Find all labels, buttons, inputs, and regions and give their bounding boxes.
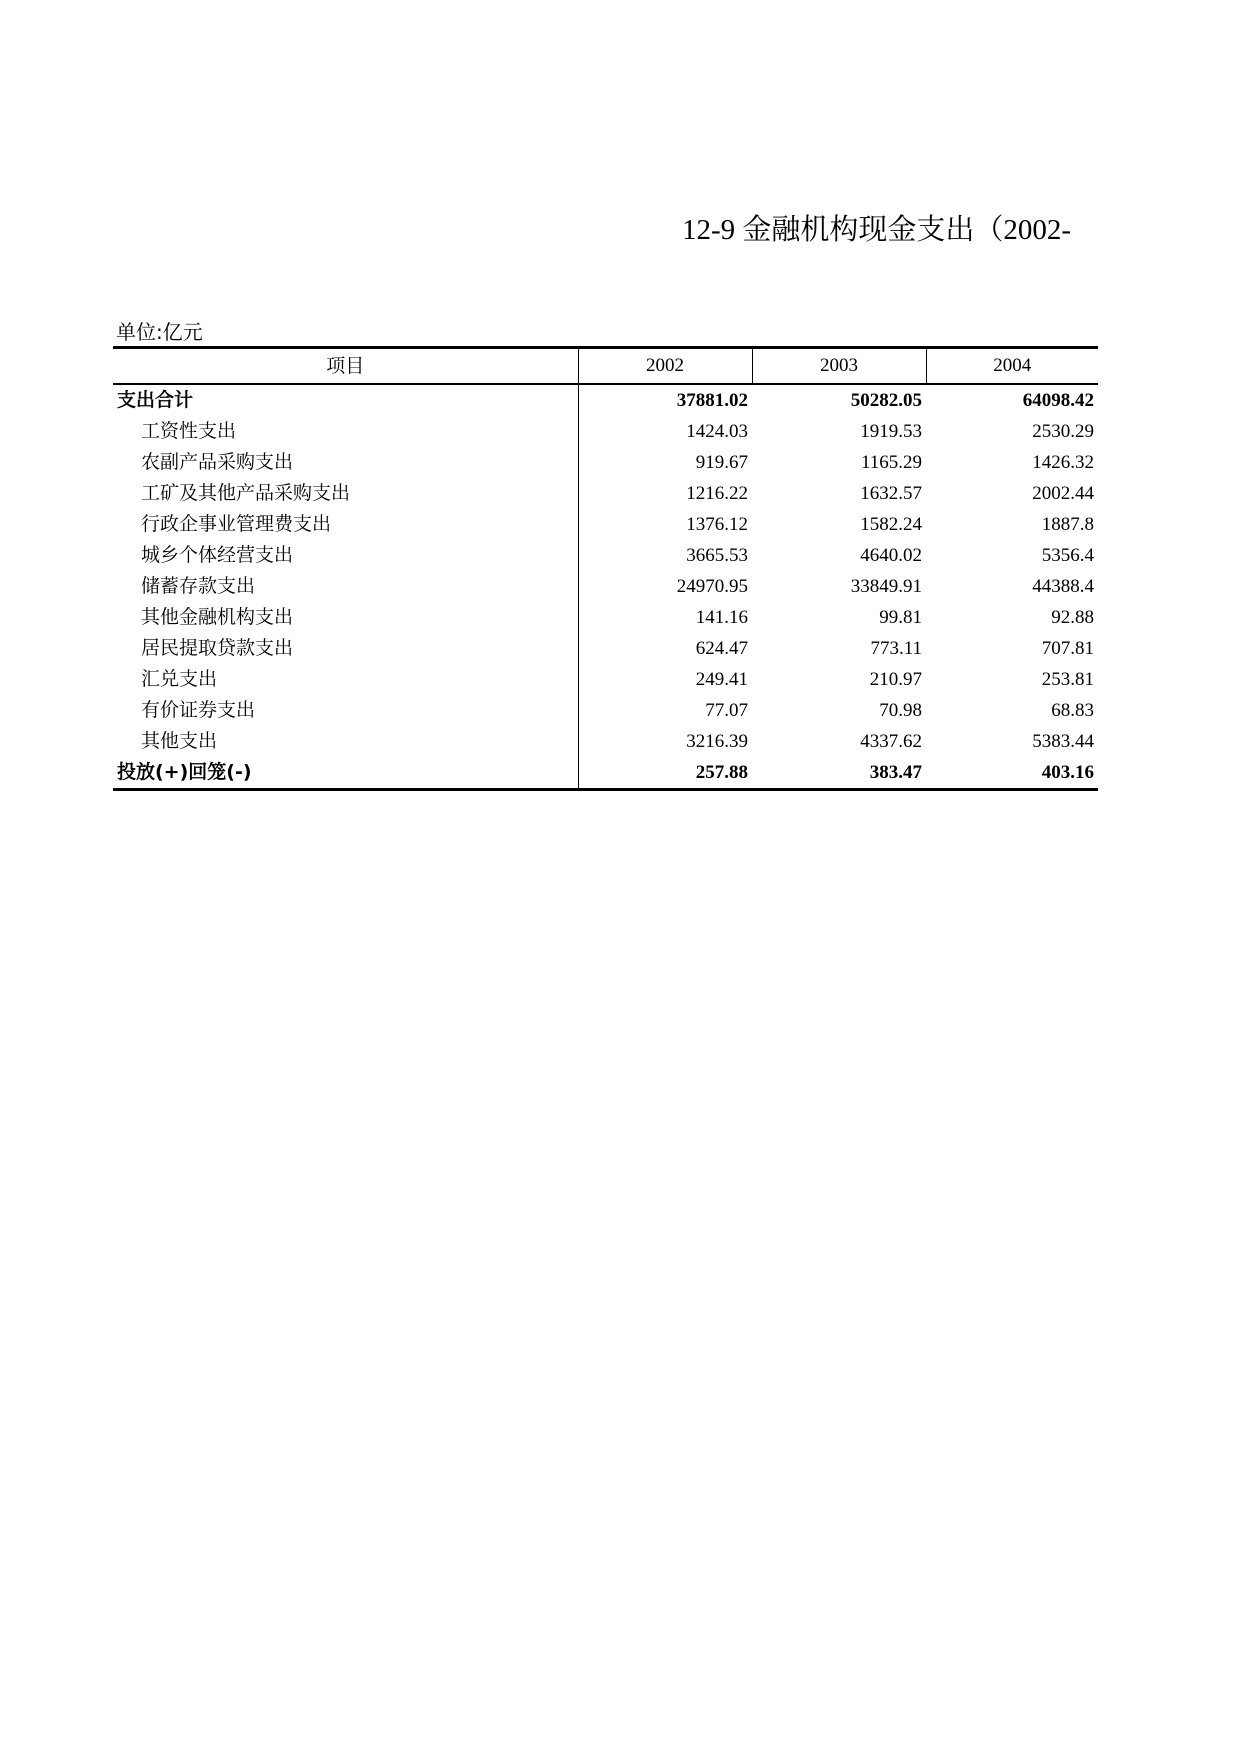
unit-label: 单位:亿元 <box>116 320 203 344</box>
table-row <box>113 695 1098 726</box>
cell-2002: 1376.12 <box>686 514 748 535</box>
cell-2004: 253.81 <box>1041 669 1094 690</box>
cell-2004: 1426.32 <box>1032 452 1094 473</box>
table-row <box>113 726 1098 757</box>
cell-2002: 77.07 <box>705 700 748 721</box>
table-row <box>113 509 1098 540</box>
cell-2003: 33849.91 <box>850 576 922 597</box>
table-row <box>113 540 1098 571</box>
cell-2004: 707.81 <box>1041 638 1094 659</box>
cell-2003: 210.97 <box>869 669 922 690</box>
cell-2003: 70.98 <box>879 700 922 721</box>
table-row <box>113 447 1098 478</box>
cell-2003: 1632.57 <box>860 483 922 504</box>
cell-2002: 624.47 <box>695 638 748 659</box>
table-row <box>113 478 1098 509</box>
cell-2002: 1424.03 <box>686 421 748 442</box>
row-label: 其他支出 <box>113 726 578 757</box>
header-year-2004: 2004 <box>926 348 1098 385</box>
table-row <box>113 571 1098 602</box>
table-header-row <box>113 348 1098 385</box>
cell-2002: 919.67 <box>695 452 748 473</box>
cell-2004: 68.83 <box>1051 700 1094 721</box>
header-year-2003: 2003 <box>752 348 926 385</box>
cell-2003: 4337.62 <box>860 731 922 752</box>
row-label: 工资性支出 <box>113 416 578 447</box>
cell-2004: 5383.44 <box>1032 731 1094 752</box>
header-item: 项目 <box>326 355 365 377</box>
table-row-net <box>113 757 1098 790</box>
cash-expenditure-table <box>113 346 1098 791</box>
row-label: 其他金融机构支出 <box>113 602 578 633</box>
table-row-total <box>113 384 1098 416</box>
cell-2003: 1582.24 <box>860 514 922 535</box>
cell-2004: 2002.44 <box>1032 483 1094 504</box>
cell-2004: 5356.4 <box>1041 545 1094 566</box>
row-label: 投放(+)回笼(-) <box>113 757 578 790</box>
cell-2004: 1887.8 <box>1041 514 1094 535</box>
cell-2003: 4640.02 <box>860 545 922 566</box>
table-row <box>113 664 1098 695</box>
row-label: 汇兑支出 <box>113 664 578 695</box>
cell-2002: 141.16 <box>695 607 748 628</box>
row-label: 居民提取贷款支出 <box>113 633 578 664</box>
header-year-2002: 2002 <box>578 348 752 385</box>
row-label: 有价证券支出 <box>113 695 578 726</box>
cell-2002: 3665.53 <box>686 545 748 566</box>
cell-2004: 403.16 <box>1041 762 1094 783</box>
cell-2003: 383.47 <box>869 762 922 783</box>
page-title: 12-9 金融机构现金支出（2002- <box>682 214 1072 246</box>
row-label: 工矿及其他产品采购支出 <box>113 478 578 509</box>
table-row <box>113 416 1098 447</box>
cell-2002: 1216.22 <box>686 483 748 504</box>
row-label: 农副产品采购支出 <box>113 447 578 478</box>
cell-2004: 2530.29 <box>1032 421 1094 442</box>
cell-2002: 249.41 <box>695 669 748 690</box>
cell-2003: 1165.29 <box>860 452 922 473</box>
row-label: 行政企事业管理费支出 <box>113 509 578 540</box>
cell-2002: 37881.02 <box>676 390 748 411</box>
cell-2003: 773.11 <box>870 638 922 659</box>
cell-2004: 64098.42 <box>1022 390 1094 411</box>
table-row <box>113 633 1098 664</box>
cell-2004: 44388.4 <box>1032 576 1094 597</box>
cell-2004: 92.88 <box>1051 607 1094 628</box>
cell-2002: 3216.39 <box>686 731 748 752</box>
row-label: 支出合计 <box>113 384 578 416</box>
cell-2003: 1919.53 <box>860 421 922 442</box>
cell-2002: 24970.95 <box>676 576 748 597</box>
row-label: 城乡个体经营支出 <box>113 540 578 571</box>
cell-2003: 99.81 <box>879 607 922 628</box>
cell-2002: 257.88 <box>695 762 748 783</box>
table-row <box>113 602 1098 633</box>
cell-2003: 50282.05 <box>850 390 922 411</box>
row-label: 储蓄存款支出 <box>113 571 578 602</box>
